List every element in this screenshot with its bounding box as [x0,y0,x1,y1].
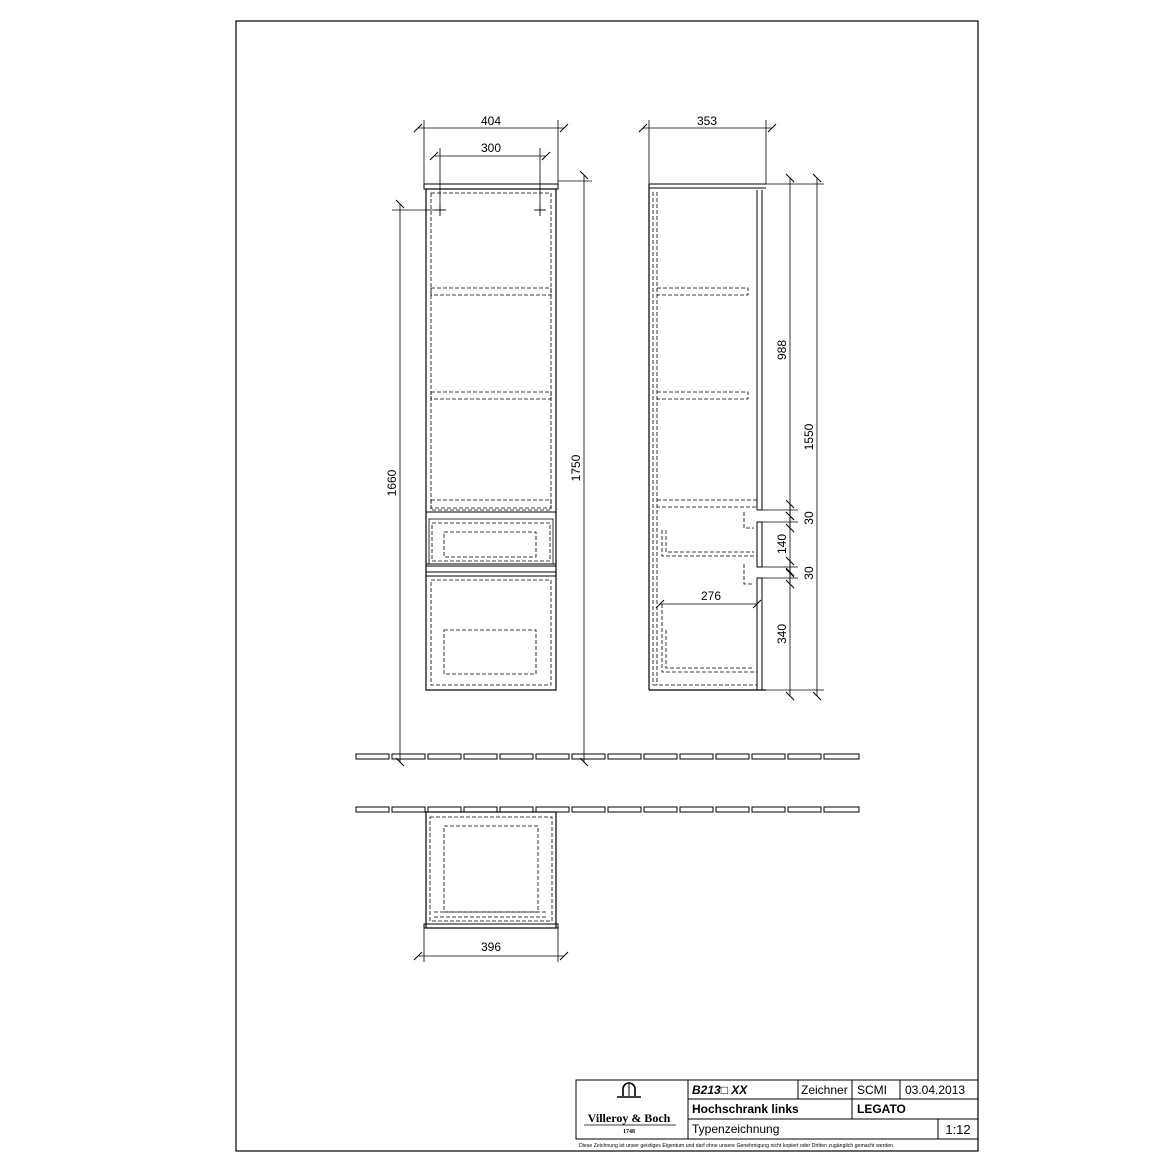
dim-plan-width: 396 [480,940,502,954]
product-series: LEGATO [857,1102,906,1116]
drawn-by-label: Zeichner [801,1083,848,1097]
dim-lower-section: 340 [775,623,789,645]
dim-front-width: 404 [480,114,502,128]
dim-side-top-section: 988 [775,339,789,361]
front-view [424,184,558,690]
logo-brand: Villeroy & Boch [587,1111,671,1125]
dim-side-depth: 353 [696,114,718,128]
product-name: Hochschrank links [692,1102,799,1116]
front-dimensions [392,120,592,762]
dim-mount-height: 1660 [385,469,399,497]
dim-gap-lower: 30 [802,566,816,580]
dim-gap-upper: 30 [802,511,816,525]
drawing-date: 03.04.2013 [905,1083,966,1097]
side-view [649,184,766,690]
villeroy-boch-logo [584,1083,676,1135]
dim-side-total: 1550 [802,423,816,451]
logo-year: 1748 [623,1129,635,1135]
drawn-by-value: SCMI [857,1083,887,1097]
dim-lower-inner-width: 276 [700,589,722,603]
side-dimensions [643,120,824,696]
floor-line-upper [356,754,859,759]
sheet-border [236,21,978,1151]
drawing-scale: 1:12 [945,1122,971,1137]
wall-line-plan [356,807,859,812]
drawing-type: Typenzeichnung [692,1122,780,1136]
dim-front-height-total: 1750 [569,454,583,482]
dim-drawer-height: 140 [775,533,789,555]
copyright-notice: Diese Zeichnung ist unser geistiges Eigentum und darf ohne unsere Genehmigung nicht kopiert oder Dritten zugänglich gemacht werden. [579,1143,895,1149]
article-number: B213□ XX [692,1083,748,1097]
plan-view [424,812,558,928]
dim-hole-spacing: 300 [480,141,502,155]
